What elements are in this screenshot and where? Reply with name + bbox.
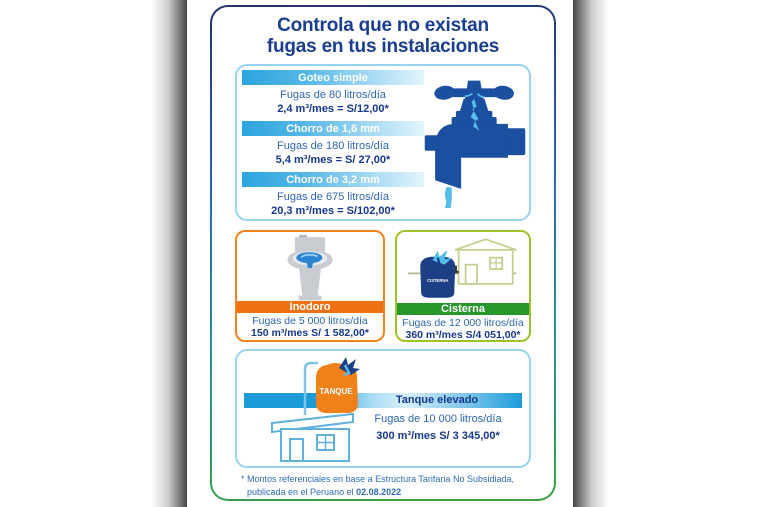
page-shadow-left [151, 0, 188, 507]
footer-line2-text: publicada en el Peruano el [247, 487, 354, 498]
tanque-elevado-section [235, 349, 531, 468]
inodoro-card [235, 230, 385, 342]
fixture-cards-row [235, 230, 531, 342]
leak-list [242, 70, 430, 223]
inodoro-cost: 150 m³/mes S/ 1 582,00* [251, 327, 369, 339]
cisterna-cost: 360 m³/mes S/4 051,00* [405, 329, 521, 341]
leak-item-volume: Fugas de 180 litros/día [277, 140, 389, 152]
leak-item-cost: 20,3 m³/mes = S/102,00* [271, 205, 395, 217]
faucet-leaks-section [235, 64, 531, 221]
footer-line2 [227, 486, 539, 499]
cisterna-label-bar: Cisterna [397, 303, 529, 315]
footer-disclaimer [227, 473, 539, 499]
leak-item-header: Goteo simple [242, 70, 424, 85]
cistern-tank-icon [402, 235, 524, 303]
cistern-icon-wrap [397, 232, 529, 303]
leak-item-cost: 2,4 m³/mes = S/12,00* [277, 103, 389, 115]
toilet-icon [271, 235, 349, 301]
leak-item-header: Chorro de 3,2 mm [242, 172, 424, 187]
leak-item-volume: Fugas de 80 litros/día [280, 89, 386, 101]
infographic-page [187, 0, 573, 507]
page-title-line1: Controla que no existan [277, 15, 489, 36]
faucet-icon [423, 69, 527, 217]
inodoro-label-bar: Inodoro [237, 301, 383, 313]
tanque-cost: 300 m³/mes S/ 3 345,00* [376, 430, 500, 442]
page-title-line2: fugas en tus instalaciones [266, 36, 500, 57]
footer-line1: * Montos referenciales en base a Estructura Tarifaria No Subsidiada, [241, 474, 514, 484]
gradient-border-frame [210, 5, 556, 501]
tanque-elevado-label: Tanque elevado [395, 394, 479, 406]
page-title [212, 15, 554, 57]
infographic-card [212, 7, 554, 499]
toilet-icon-wrap [237, 232, 383, 301]
cisterna-card [395, 230, 531, 342]
elevated-tank-icon [265, 357, 370, 463]
footer-date: 02.08.2022 [356, 487, 402, 498]
cisterna-volume: Fugas de 12 000 litros/día [402, 317, 524, 329]
tanque-volume: Fugas de 10 000 litros/día [374, 413, 502, 425]
leak-item-cost: 5,4 m³/mes = S/ 27,00* [275, 154, 391, 166]
leak-item-header: Chorro de 1,6 mm [242, 121, 424, 136]
inodoro-volume: Fugas de 5 000 litros/día [252, 315, 368, 327]
tanque-label-text: TANQUE [319, 387, 353, 396]
page-shadow-right [572, 0, 609, 507]
cistern-tank-label: CISTERNA [427, 278, 449, 284]
leak-item-volume: Fugas de 675 litros/día [277, 191, 389, 203]
